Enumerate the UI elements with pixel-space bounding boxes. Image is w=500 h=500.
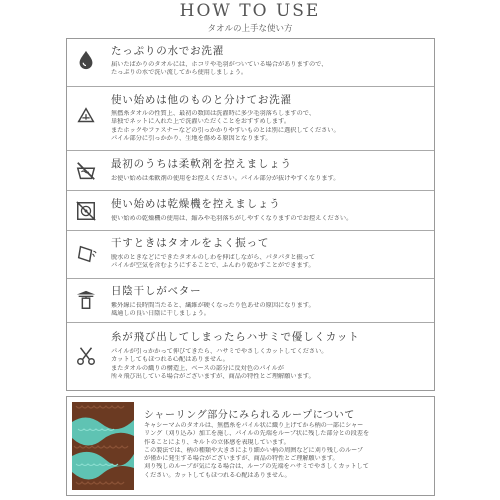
step-title: 使い始めは他のものと分けてお洗濯 [111,94,292,106]
shearing-loop-panel [66,396,435,496]
step-title: 使い始めは乾燥機を控えましょう [111,198,281,210]
page-subtitle: タオルの上手な使い方 [207,24,293,34]
step-description: お使い始めは柔軟剤の使用をお控えください。パイル部分が抜けやすくなります。 [111,175,340,182]
step-title: たっぷりの水でお洗濯 [111,45,224,57]
shake-towel-icon [75,243,97,265]
step-description: 無撚糸タオルの性質上、最初の数回は洗濯時に多少毛羽落ちしますので、 単独でネットに入れた上で洗濯いただくことをおすすめします。 またホックやファスナーなどの引っかかりやすいものとは別に選択してください。 パイル部分に引っかかり、生地を傷める原因となります。 [111,110,340,143]
no-softener-icon [75,160,97,182]
step-row [67,150,434,190]
separate-wash-icon [75,105,97,127]
step-row [67,230,434,278]
step-title: 干すときはタオルをよく振って [111,237,270,249]
step-description: パイルが引っかかって伸びてきたら、ハサミでやさしくカットしてください。 カットしてもほつれる心配はありません。 またタオルの織りの構造上、ベースの部分に反対色のパイルが 所々飛び出している場合がございますが、商品の特性とご理解願います。 [111,348,328,381]
towel-loop-photo [72,402,134,490]
no-dryer-icon [75,200,97,222]
page-title: HOW TO USE [179,1,321,21]
step-title: 日陰干しがベター [111,285,202,297]
step-description: 使い始めの乾燥機の使用は、縮みや毛羽落ちがしやすくなりますのでお控えください。 [111,215,353,222]
water-drop-icon [75,49,97,71]
step-description: 届いたばかりのタオルには、ホコリや毛羽がついている場合がありますので、 たっぷりの水で洗い流してから使用しましょう。 [111,61,328,77]
shearing-description: キャシーマムのタオルは、無撚糸をパイル状に織り上げてから柄の一部にシャー リング（刈り込み）加工を施し、パイルの先端をループ状に残した部分との段差を 作ることにより、キルトの立体感を表現しています。 この製法では、柄の種類や大きさにより細かい柄の周囲などに刈り残しのループ が僅かに発生する場合がございますが、商品の特性とご理解願います。 刈り残しのループが気になる場合は、ループの先端をハサミでやさしくカットして ください。カットしてもほつれる心配はありません。 [144,422,370,479]
shade-dry-icon [75,289,97,311]
step-row [67,190,434,230]
step-title: 糸が飛び出してしまったらハサミで優しくカット [111,331,360,343]
step-title: 最初のうちは柔軟剤を控えましょう [111,158,292,170]
scissors-icon [75,345,97,367]
instructions-panel [66,38,435,391]
step-description: 紫外線に長時間当たると、繊維が硬くなったり色あせの原因になります。 風通しの良い日陰に干しましょう。 [111,302,315,318]
step-description: 脱水のときなどにできたタオルのしわを伸ばしながら、パタパタと振って パイルが空気を含むようにすることで、ふんわり乾かすことができます。 [111,254,316,270]
step-row [67,322,434,392]
step-row [67,86,434,150]
shearing-title: シャーリング部分にみられるループについて [144,410,355,421]
step-row [67,278,434,322]
step-row [67,39,434,86]
